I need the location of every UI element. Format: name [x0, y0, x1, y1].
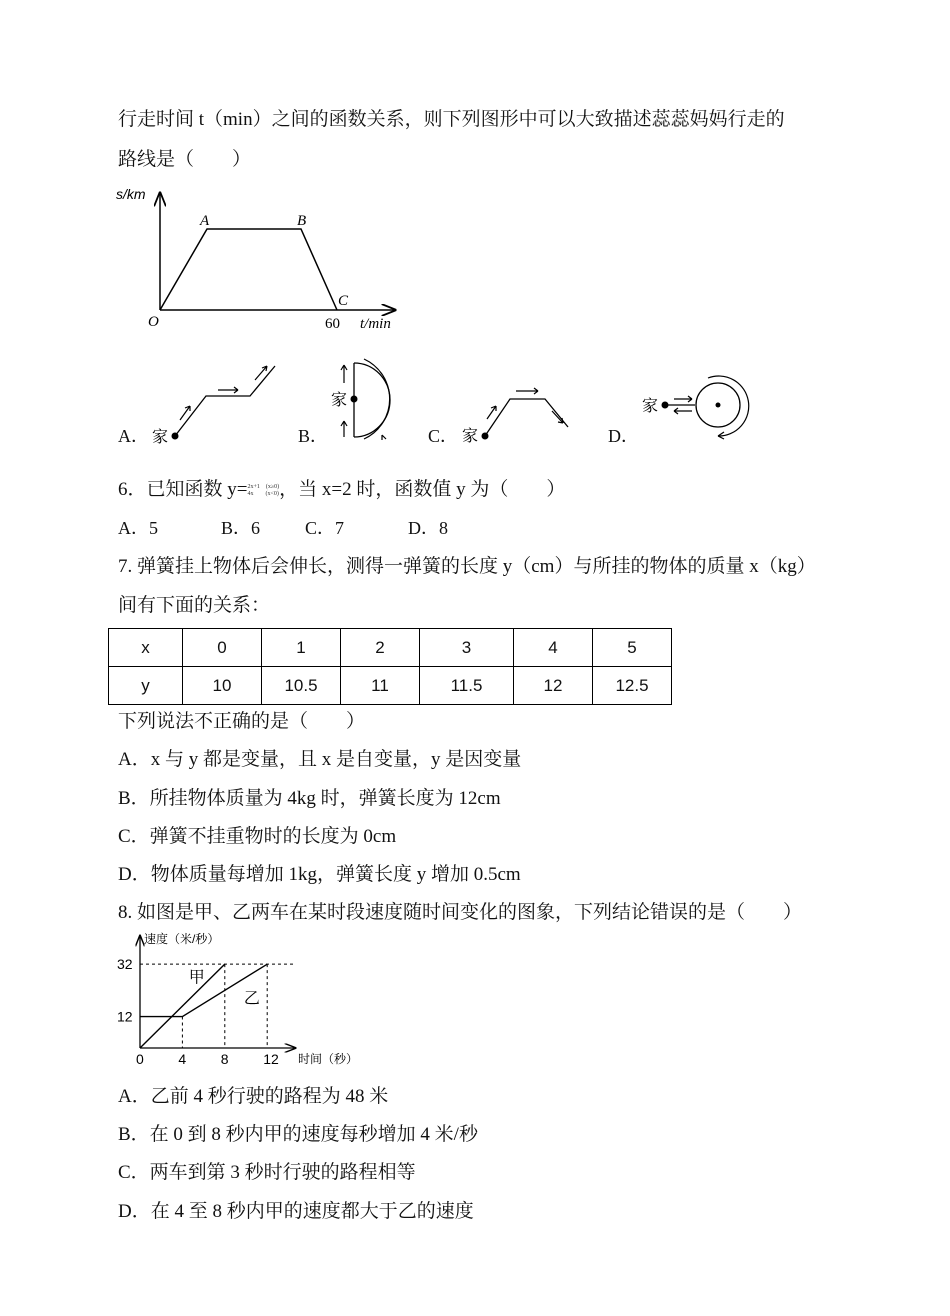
arrow-icon	[674, 396, 692, 402]
table-cell: 3	[420, 629, 514, 667]
q7-data-table	[108, 628, 672, 705]
q5-label-a: A	[200, 213, 210, 229]
arrow-icon	[218, 387, 238, 393]
q5-option-a-label: A．	[118, 426, 149, 446]
table-cell: 10	[183, 667, 262, 705]
q8-label-jia: 甲	[188, 969, 205, 987]
q8-speed-time-chart	[110, 930, 380, 1075]
q8-ylabel: 速度（米/秒）	[144, 932, 220, 946]
arrow-icon	[516, 388, 538, 394]
table-row-y	[109, 667, 672, 705]
table-row-x	[109, 629, 672, 667]
q8-x-tick: 12	[263, 1051, 279, 1067]
table-cell: y	[109, 667, 183, 705]
q5-option-b-figure	[330, 355, 420, 450]
q7-option-b: B．所挂物体质量为 4kg 时，弹簧长度为 12cm	[118, 788, 501, 809]
q5-xlabel: t/min	[360, 316, 391, 332]
q7-option-a: A．x 与 y 都是变量，且 x 是自变量，y 是因变量	[118, 749, 522, 770]
q5-option-b-label: B．	[298, 426, 329, 446]
table-cell: 4	[514, 629, 593, 667]
q6-prefix: 6．已知函数 y=	[118, 479, 248, 500]
q8-x-tick: 8	[220, 1051, 229, 1067]
q7-option-d: D．物体质量每增加 1kg，弹簧长度 y 增加 0.5cm	[118, 864, 521, 885]
q5-option-a-figure	[150, 360, 290, 450]
q5-label-c: C	[338, 293, 349, 309]
q8-option-d: D．在 4 至 8 秒内甲的速度都大于乙的速度	[118, 1201, 474, 1222]
q7-line-1: 7. 弹簧挂上物体后会伸长，测得一弹簧的长度 y（cm）与所挂的物体的质量 x（kg）	[118, 556, 816, 577]
q7-line-2: 间有下面的关系：	[118, 595, 271, 616]
q6-suffix: ，当 x=2 时，函数值 y 为（ ）	[279, 479, 566, 500]
q6-option-c: C．7	[305, 518, 345, 538]
home-label: 家	[462, 428, 479, 445]
q8-label-yi: 乙	[243, 990, 260, 1008]
q7-question: 下列说法不正确的是（ ）	[118, 711, 366, 732]
q8-option-b: B．在 0 到 8 秒内甲的速度每秒增加 4 米/秒	[118, 1124, 478, 1145]
table-cell: 0	[183, 629, 262, 667]
q8-y-tick: 12	[117, 1008, 133, 1025]
arrow-icon	[341, 421, 347, 437]
q5-option-d-label: D．	[608, 426, 639, 446]
arrow-icon	[382, 435, 386, 440]
q6-piece-2: 4x (x<0)	[247, 490, 279, 497]
q8-x-tick: 0	[136, 1051, 144, 1067]
q6-option-d: D．8	[408, 518, 448, 538]
table-cell: x	[109, 629, 183, 667]
table-cell: 2	[341, 629, 420, 667]
table-cell: 11.5	[420, 667, 514, 705]
q5-ylabel: s/km	[116, 186, 146, 202]
q5-option-d-figure	[640, 375, 755, 440]
q5-label-o: O	[148, 314, 159, 330]
q5-trapezoid-path	[160, 229, 337, 310]
q5-distance-time-graph	[110, 185, 410, 340]
q8-xlabel: 时间（秒）	[298, 1052, 359, 1066]
table-cell: 1	[262, 629, 341, 667]
home-label: 家	[152, 429, 169, 446]
arrow-icon	[341, 365, 347, 383]
q8-y-tick: 32	[117, 956, 133, 973]
table-cell: 5	[593, 629, 672, 667]
q8-stem: 8. 如图是甲、乙两车在某时段速度随时间变化的图象，下列结论错误的是（ ）	[118, 902, 803, 923]
home-dot	[351, 396, 358, 403]
q8-option-c: C．两车到第 3 秒时行驶的路程相等	[118, 1162, 416, 1183]
table-cell: 10.5	[262, 667, 341, 705]
table-cell: 12.5	[593, 667, 672, 705]
q6-piecewise-function	[247, 484, 279, 498]
arrow-icon	[487, 406, 496, 419]
q8-x-tick: 4	[178, 1051, 187, 1067]
q6-stem	[118, 478, 565, 502]
arrow-icon	[552, 411, 563, 423]
q6-piece-1: 2x+1 (x≥0)	[247, 483, 280, 490]
q5-label-b: B	[297, 213, 307, 229]
table-cell: 11	[341, 667, 420, 705]
q6-option-a: A．5	[118, 518, 158, 538]
q5-option-c-label: C．	[428, 426, 459, 446]
q7-option-c: C．弹簧不挂重物时的长度为 0cm	[118, 826, 397, 847]
home-label: 家	[331, 392, 348, 409]
q5-tick-60: 60	[325, 316, 340, 332]
arrow-icon	[674, 408, 692, 414]
q5-line-2: 路线是（ ）	[118, 149, 252, 170]
q8-option-a: A．乙前 4 秒行驶的路程为 48 米	[118, 1086, 389, 1107]
table-cell: 12	[514, 667, 593, 705]
home-label: 家	[642, 398, 659, 415]
q6-option-b: B．6	[221, 518, 261, 538]
q5-option-c-figure	[460, 375, 580, 450]
q5-line-1: 行走时间 t（min）之间的函数关系，则下列图形中可以大致描述蕊蕊妈妈行走的	[118, 109, 785, 130]
